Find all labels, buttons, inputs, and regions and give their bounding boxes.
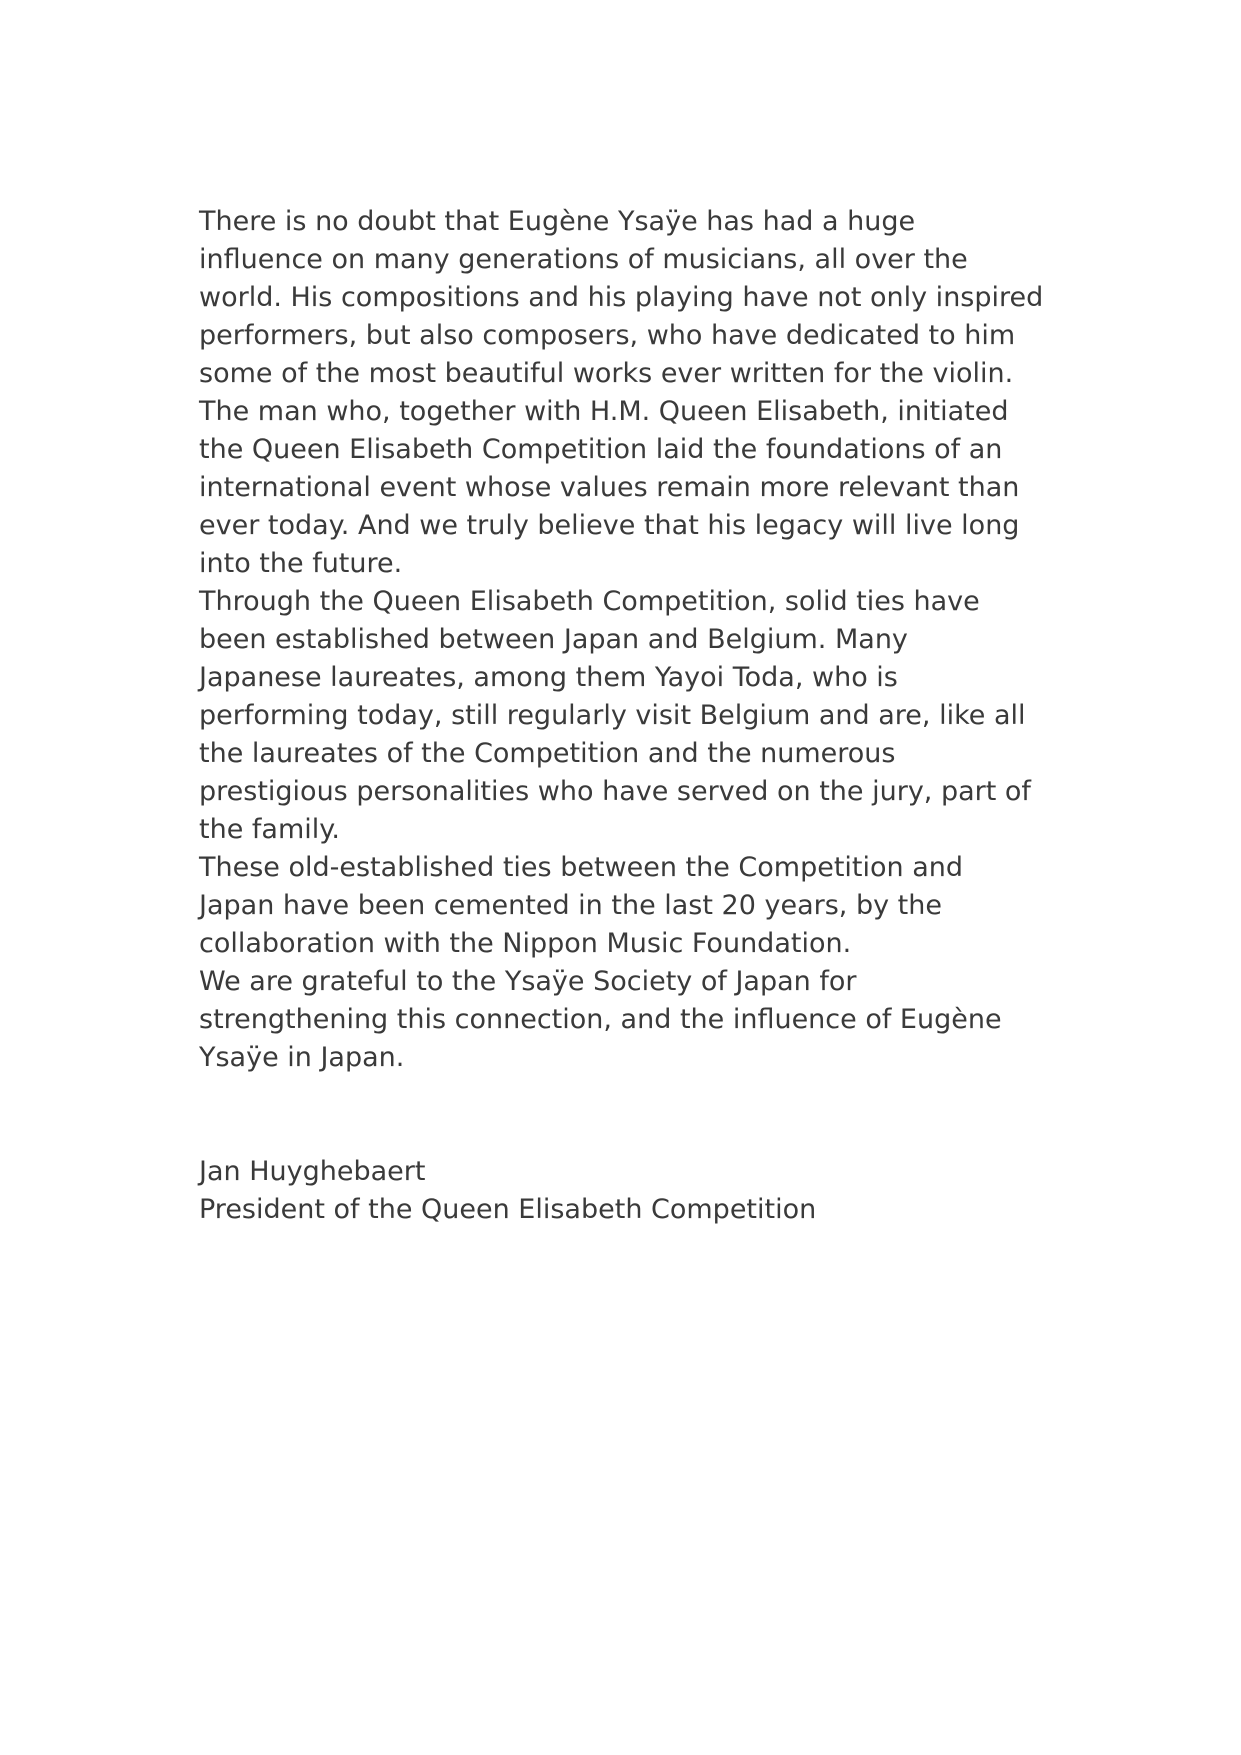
letter-line: some of the most beautiful works ever written for the violin. bbox=[199, 358, 1014, 389]
letter-line: collaboration with the Nippon Music Foundation. bbox=[199, 928, 852, 959]
letter-line: The man who, together with H.M. Queen Elisabeth, initiated bbox=[199, 396, 1009, 427]
signature-title: President of the Queen Elisabeth Competition bbox=[199, 1194, 817, 1225]
letter-line: ever today. And we truly believe that his legacy will live long bbox=[199, 510, 1020, 541]
letter-line: There is no doubt that Eugène Ysaÿe has had a huge bbox=[199, 206, 916, 237]
letter-line: international event whose values remain more relevant than bbox=[199, 472, 1020, 503]
letter-line: strengthening this connection, and the influence of Eugène bbox=[199, 1004, 1002, 1035]
letter-line: world. His compositions and his playing have not only inspired bbox=[199, 282, 1044, 313]
letter-line: been established between Japan and Belgium. Many bbox=[199, 624, 908, 655]
letter-line: prestigious personalities who have served on the jury, part of bbox=[199, 776, 1031, 807]
letter-line: the laureates of the Competition and the numerous bbox=[199, 738, 896, 769]
letter-line: the Queen Elisabeth Competition laid the foundations of an bbox=[199, 434, 1003, 465]
letter-line: Japan have been cemented in the last 20 years, by the bbox=[199, 890, 942, 921]
letter-line: These old-established ties between the Competition and bbox=[199, 852, 964, 883]
letter-line: We are grateful to the Ysaÿe Society of Japan for bbox=[199, 966, 857, 997]
signature-block bbox=[199, 1153, 1079, 1229]
letter-line: Ysaÿe in Japan. bbox=[199, 1042, 405, 1073]
letter-line: into the future. bbox=[199, 548, 403, 579]
signature-name: Jan Huyghebaert bbox=[199, 1156, 426, 1187]
letter-line: performing today, still regularly visit Belgium and are, like all bbox=[199, 700, 1026, 731]
letter-line: influence on many generations of musicians, all over the bbox=[199, 244, 968, 275]
letter-line: performers, but also composers, who have dedicated to him bbox=[199, 320, 1016, 351]
letter-line: Japanese laureates, among them Yayoi Toda, who is bbox=[199, 662, 898, 693]
letter-line: Through the Queen Elisabeth Competition, solid ties have bbox=[199, 586, 980, 617]
letter-body bbox=[199, 203, 1079, 1229]
letter-line: the family. bbox=[199, 814, 340, 845]
